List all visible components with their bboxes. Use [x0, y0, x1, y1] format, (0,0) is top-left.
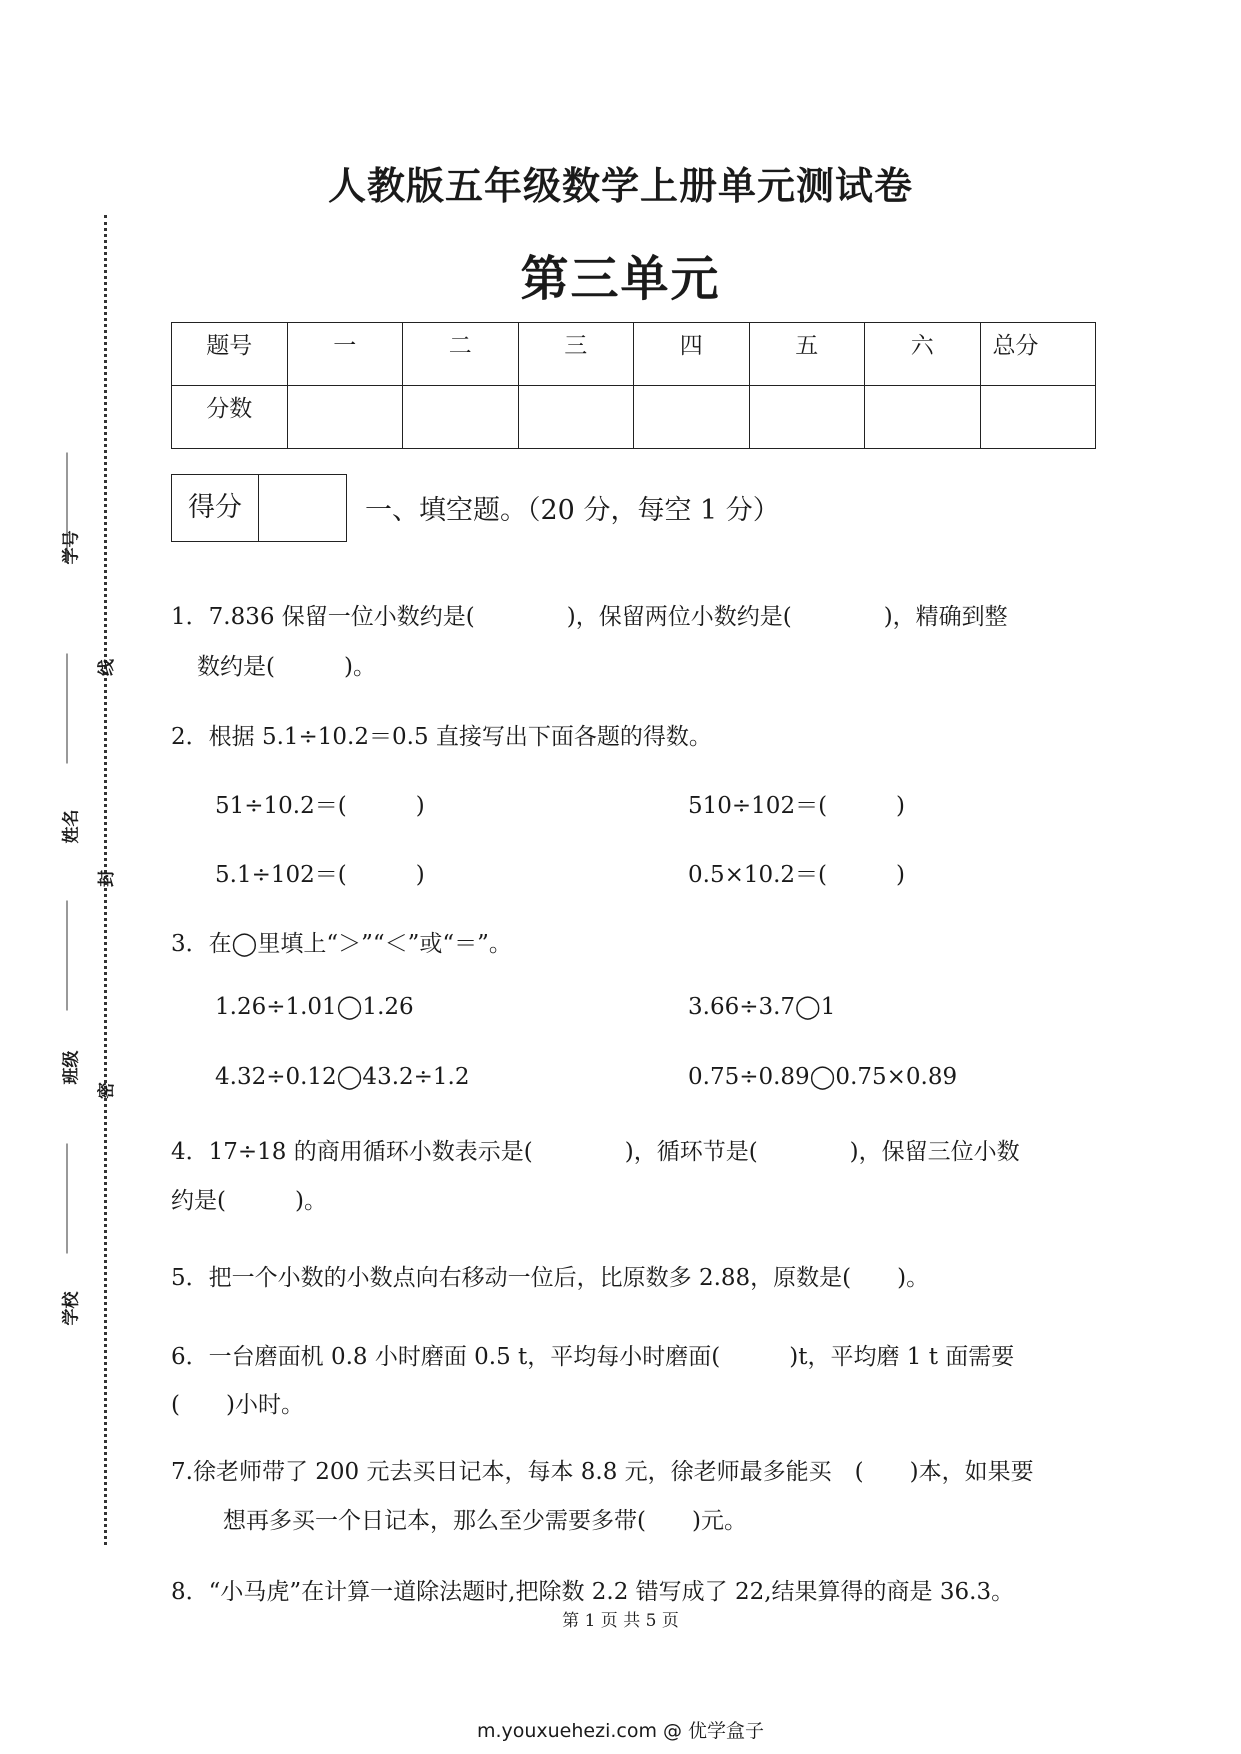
- question-3-b: 3.66÷3.7◯1: [688, 994, 836, 1020]
- question-7-line-1: 7.徐老师带了 200 元去买日记本，每本 8.8 元，徐老师最多能买 ( )本，如果要: [171, 1459, 1034, 1485]
- question-4-line-1: 4．17÷18 的商用循环小数表示是( )，循环节是( )，保留三位小数: [171, 1139, 1020, 1165]
- question-4-line-2: 约是( )。: [171, 1188, 327, 1214]
- score-field[interactable]: [980, 386, 1096, 449]
- question-8: 8．“小马虎”在计算一道除法题时,把除数 2.2 错写成了 22,结果算得的商是 36.3。: [171, 1579, 1015, 1605]
- question-1-line-2: 数约是( )。: [197, 654, 376, 680]
- question-3-a: 1.26÷1.01◯1.26: [215, 994, 414, 1020]
- score-field[interactable]: [403, 386, 519, 449]
- section-score-box: [171, 474, 347, 542]
- question-6-line-2: ( )小时。: [171, 1392, 304, 1418]
- seal-char-xian: 线: [97, 659, 117, 676]
- page-title: 人教版五年级数学上册单元测试卷: [327, 163, 913, 208]
- question-1-line-1: 1．7.836 保留一位小数约是( )，保留两位小数约是( )，精确到整: [171, 604, 1008, 630]
- score-table-cell: 三: [518, 323, 634, 386]
- student-id-blank: [67, 453, 68, 563]
- school-label: 学校: [61, 1291, 82, 1326]
- score-field[interactable]: [518, 386, 634, 449]
- student-id-label: 学号: [61, 530, 82, 565]
- score-table: [171, 322, 1096, 449]
- question-2-c: 5.1÷102＝( ): [215, 862, 425, 888]
- section-score-label: 得分: [172, 475, 259, 541]
- question-3: 3．在◯里填上“＞”“＜”或“＝”。: [171, 931, 512, 957]
- score-table-cell: 题号: [172, 323, 288, 386]
- site-footer: m.youxuehezi.com @ 优学盒子: [476, 1720, 765, 1742]
- question-7-line-2: 想再多买一个日记本，那么至少需要多带( )元。: [223, 1508, 747, 1534]
- score-table-cell: 五: [749, 323, 865, 386]
- seal-char-mi: 密: [97, 1082, 117, 1099]
- score-field[interactable]: [865, 386, 981, 449]
- unit-title: 第三单元: [520, 251, 721, 307]
- score-field[interactable]: [287, 386, 403, 449]
- score-table-header-row: [172, 323, 1096, 386]
- score-table-cell: 分数: [172, 386, 288, 449]
- student-name-blank: [67, 654, 68, 764]
- score-table-cell: 二: [403, 323, 519, 386]
- score-table-cell: 六: [865, 323, 981, 386]
- question-5: 5．把一个小数的小数点向右移动一位后，比原数多 2.88，原数是( )。: [171, 1265, 930, 1291]
- page-number: 第 1 页 共 5 页: [562, 1611, 679, 1631]
- question-2-b: 510÷102＝( ): [688, 793, 906, 819]
- question-6-line-1: 6．一台磨面机 0.8 小时磨面 0.5 t，平均每小时磨面( )t，平均磨 1 t 面需要: [171, 1344, 1015, 1370]
- score-table-cell: 四: [634, 323, 750, 386]
- question-2-a: 51÷10.2＝( ): [215, 793, 425, 819]
- question-2-d: 0.5×10.2＝( ): [688, 862, 906, 888]
- question-3-d: 0.75÷0.89◯0.75×0.89: [688, 1064, 958, 1090]
- score-table-cell: 一: [287, 323, 403, 386]
- score-field[interactable]: [634, 386, 750, 449]
- student-name-label: 姓名: [61, 809, 82, 844]
- score-table-cell: 总分: [980, 323, 1096, 386]
- school-blank: [67, 1144, 68, 1254]
- score-field[interactable]: [749, 386, 865, 449]
- score-table-score-row: [172, 386, 1096, 449]
- question-3-c: 4.32÷0.12◯43.2÷1.2: [215, 1064, 470, 1090]
- question-2: 2．根据 5.1÷10.2＝0.5 直接写出下面各题的得数。: [171, 724, 712, 750]
- section-heading: 一、填空题。（20 分，每空 1 分）: [365, 495, 780, 526]
- class-blank: [67, 901, 68, 1011]
- class-label: 班级: [61, 1050, 82, 1085]
- seal-char-feng: 封: [97, 870, 117, 887]
